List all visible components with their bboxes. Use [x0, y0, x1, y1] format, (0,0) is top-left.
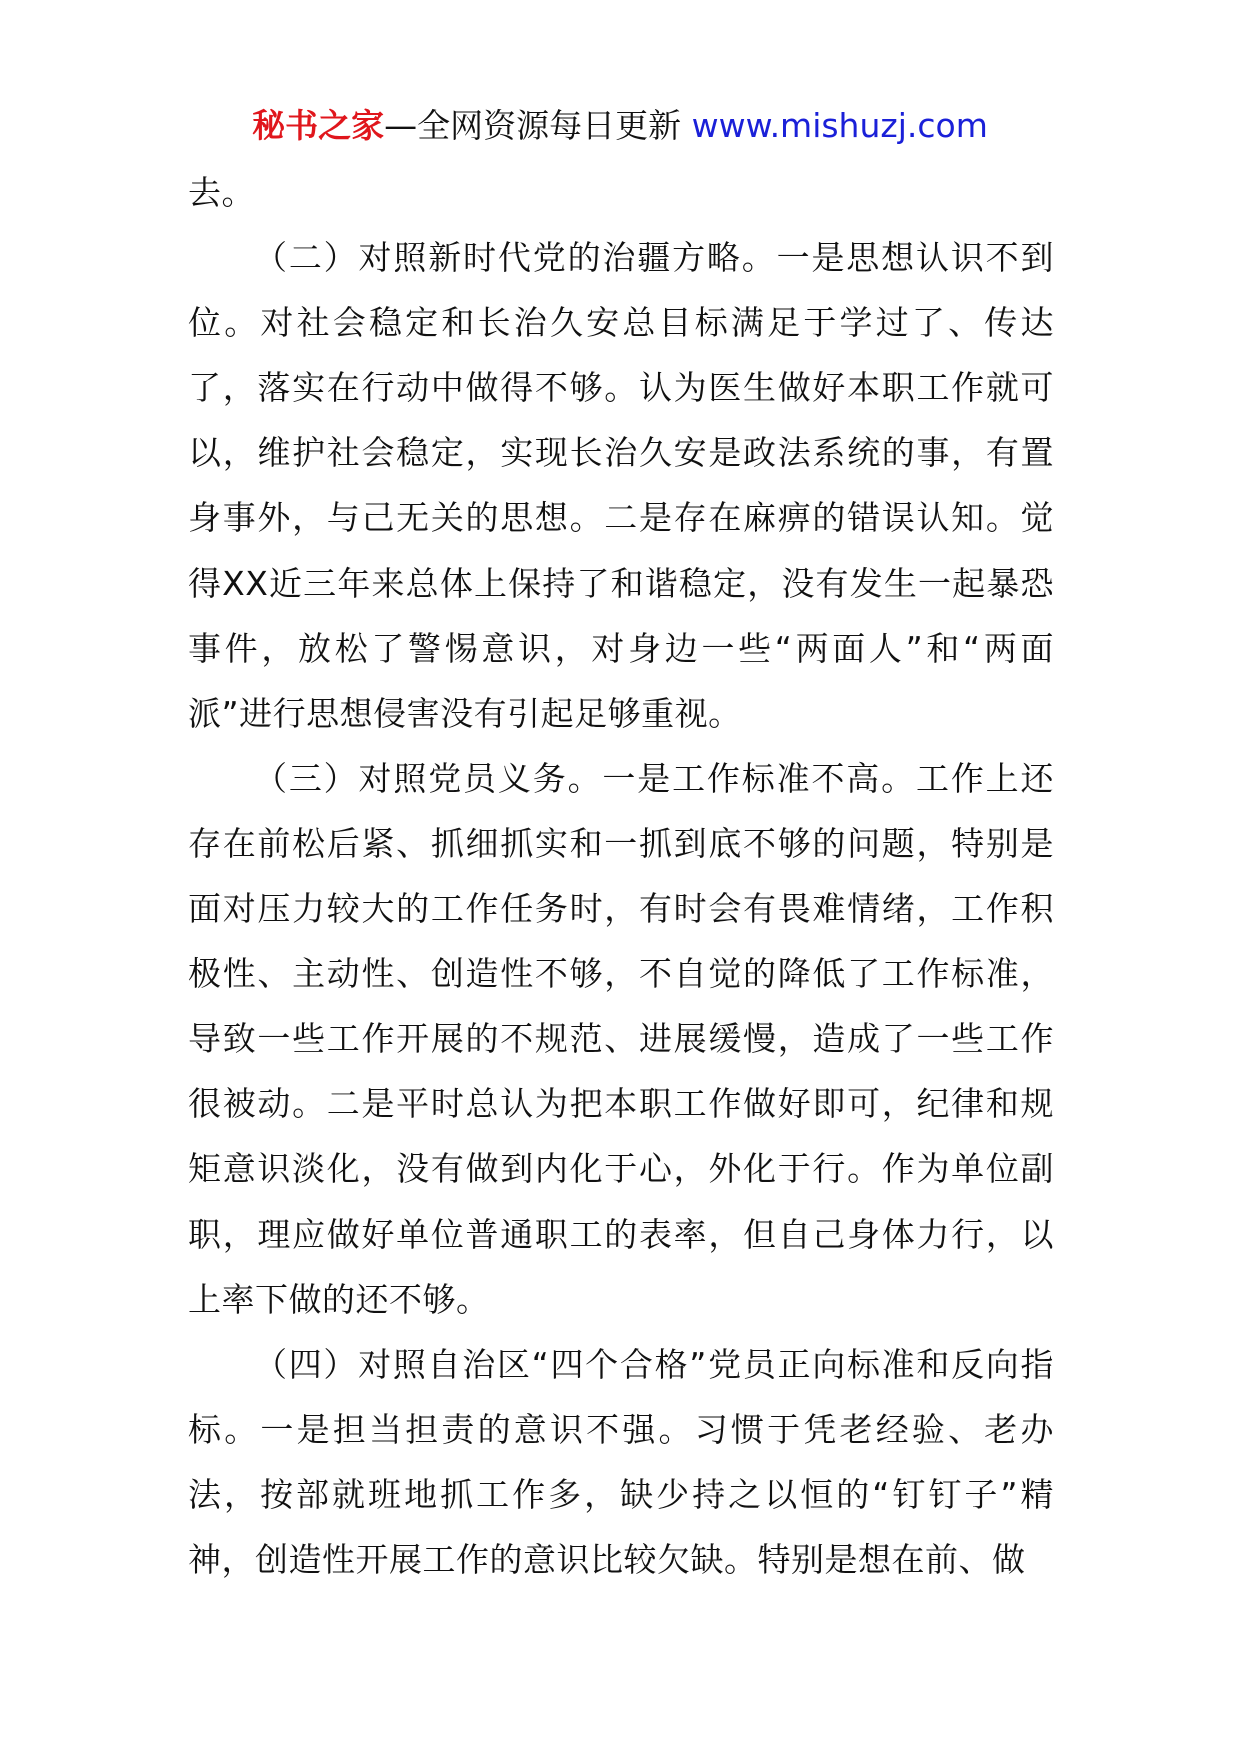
site-url-link[interactable]: www.mishuzj.com [691, 106, 988, 145]
paragraph-section-2: （二）对照新时代党的治疆方略。一是思想认识不到位。对社会稳定和长治久安总目标满足于学过了、传达了，落实在行动中做得不够。认为医生做好本职工作就可以，维护社会稳定，实现长治久安是政法系统的事，有置身事外，与己无关的思想。二是存在麻痹的错误认知。觉得XX近三年来总体上保持了和谐稳定，没有发生一起暴恐事件，放松了警惕意识，对身边一些“两面人”和“两面派”进行思想侵害没有引起足够重视。 [188, 238, 1054, 733]
paragraph-section-3: （三）对照党员义务。一是工作标准不高。工作上还存在前松后紧、抓细抓实和一抓到底不够的问题，特别是面对压力较大的工作任务时，有时会有畏难情绪，工作积极性、主动性、创造性不够，不自觉的降低了工作标准，导致一些工作开展的不规范、进展缓慢，造成了一些工作很被动。二是平时总认为把本职工作做好即可，纪律和规矩意识淡化，没有做到内化于心，外化于行。作为单位副职，理应做好单位普通职工的表率，但自己身体力行，以上率下做的还不够。 [188, 758, 1054, 1319]
document-body [188, 160, 1054, 1592]
site-tagline: —全网资源每日更新 [384, 106, 682, 145]
paragraph-continuation: 去。 [188, 173, 255, 212]
paragraph-section-4: （四）对照自治区“四个合格”党员正向标准和反向指标。一是担当担责的意识不强。习惯于凭老经验、老办法，按部就班地抓工作多，缺少持之以恒的“钉钉子”精神，创造性开展工作的意识比较欠缺。特别是想在前、做 [188, 1344, 1054, 1579]
site-brand: 秘书之家 [252, 106, 385, 145]
site-header [0, 98, 1240, 154]
